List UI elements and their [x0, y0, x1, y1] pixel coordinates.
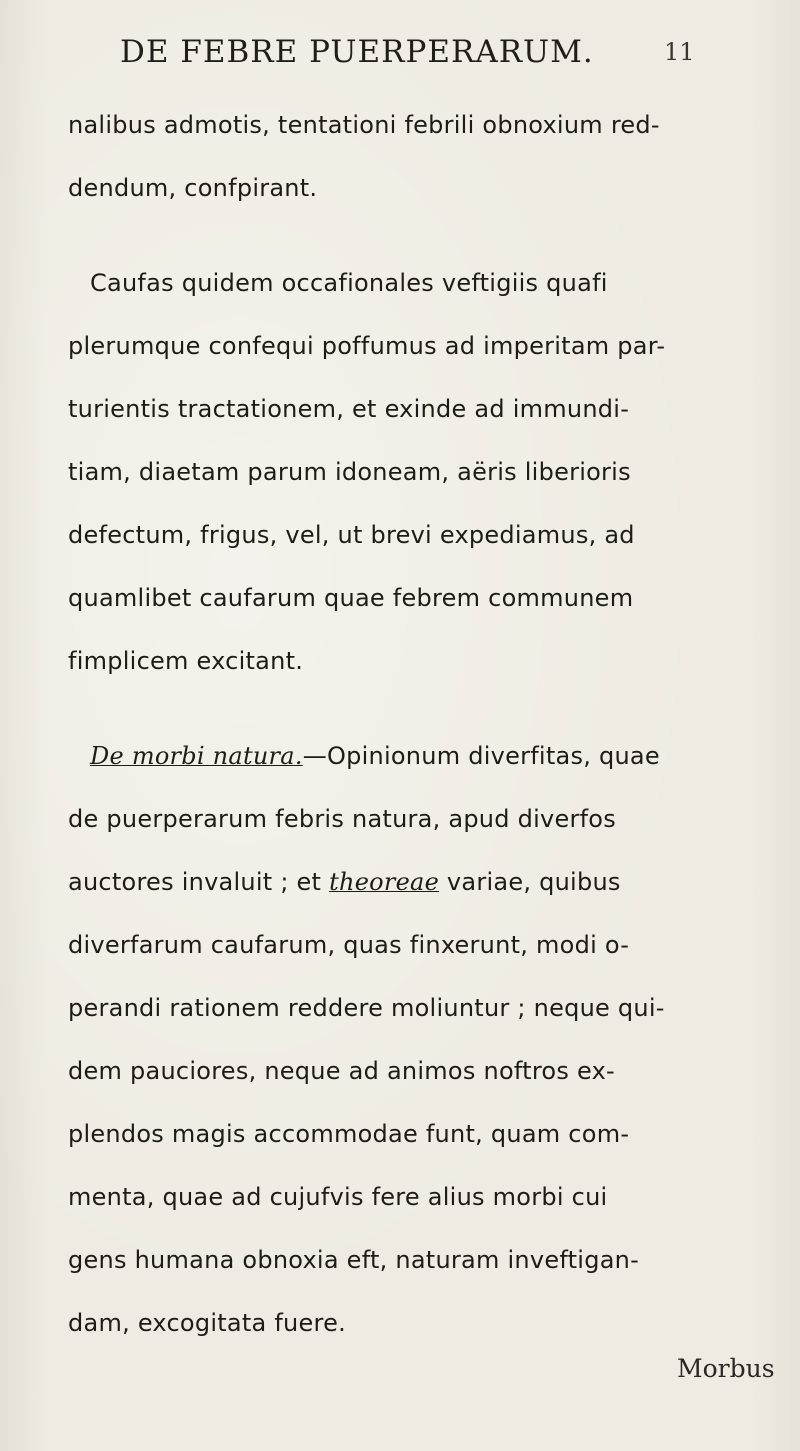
text-line: perandi rationem reddere moliuntur ; neque qui- [68, 994, 665, 1022]
catchword: Morbus [677, 1354, 775, 1383]
text-line: dem pauciores, neque ad animos noftros ex- [68, 1057, 615, 1085]
text-run: auctores invaluit ; et [68, 868, 330, 896]
paragraph-1 [68, 94, 748, 220]
paragraph-2 [68, 252, 748, 693]
text-line: nalibus admotis, tentationi febrili obnoxium red- [68, 111, 660, 139]
page-number: 11 [664, 38, 695, 66]
paragraph-gap [68, 693, 748, 725]
text-line: diverfarum caufarum, quas finxerunt, modi o- [68, 931, 630, 959]
text-line: gens humana obnoxia eft, naturam inveftigan- [68, 1246, 640, 1274]
text-line [68, 725, 748, 788]
text-line [68, 851, 748, 914]
italic-term: theoreae [329, 868, 440, 896]
text-line: plendos magis accommodae funt, quam com- [68, 1120, 630, 1148]
text-line: tiam, diaetam parum idoneam, aëris liberioris [68, 458, 631, 486]
paragraph-3 [68, 725, 748, 1355]
text-line: fimplicem excitant. [68, 647, 304, 675]
page-header [0, 28, 800, 78]
text-line: plerumque confequi poffumus ad imperitam par- [68, 332, 666, 360]
text-line: menta, quae ad cujufvis fere alius morbi cui [68, 1183, 608, 1211]
text-run: variae, quibus [439, 868, 621, 896]
text-line: de puerperarum febris natura, apud diverfos [68, 805, 616, 833]
running-title: DE FEBRE PUERPERARUM. [120, 34, 594, 70]
text-line: turientis tractationem, et exinde ad immundi- [68, 395, 630, 423]
paragraph-gap [68, 220, 748, 252]
section-heading: De morbi natura. [90, 742, 303, 770]
text-run: —Opinionum diverfitas, quae [302, 742, 660, 770]
text-line: defectum, frigus, vel, ut brevi expediamus, ad [68, 521, 635, 549]
text-line: Caufas quidem occafionales veftigiis quafi [90, 269, 608, 297]
text-line: quamlibet caufarum quae febrem communem [68, 584, 634, 612]
text-line: dam, excogitata fuere. [68, 1309, 347, 1337]
text-line: dendum, confpirant. [68, 174, 318, 202]
body-text [68, 94, 748, 1355]
